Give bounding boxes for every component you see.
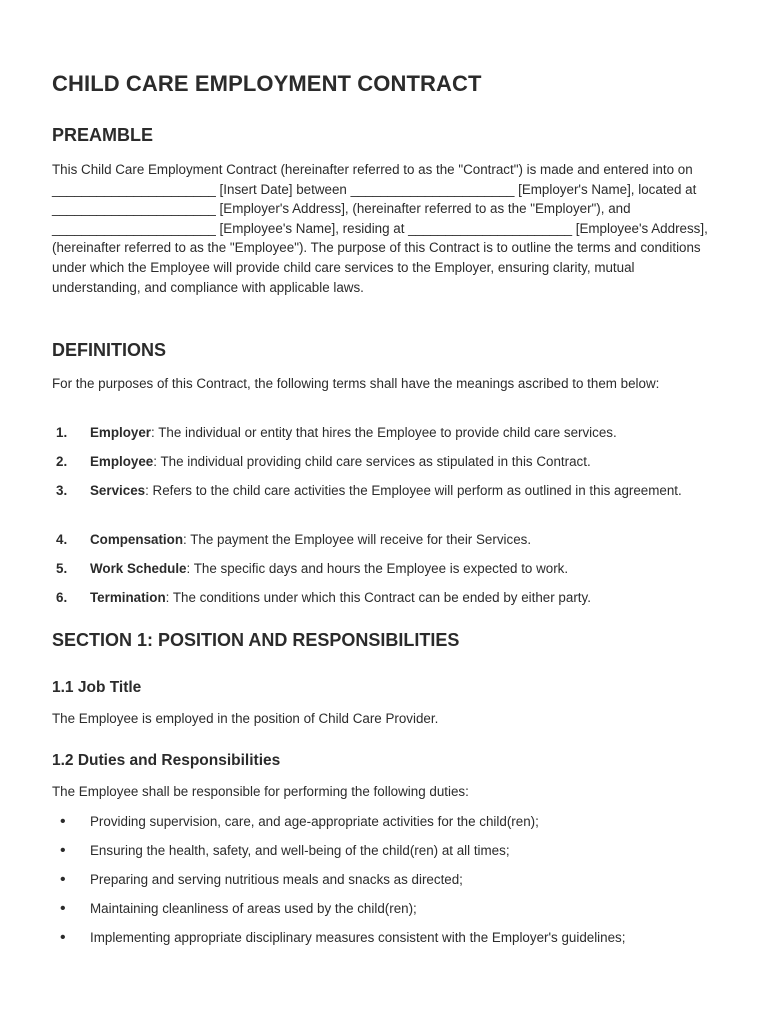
definition-number: 2.: [56, 454, 68, 469]
definitions-intro: For the purposes of this Contract, the following terms shall have the meanings ascribed to them below:: [52, 376, 660, 391]
bullet-icon: •: [60, 813, 66, 830]
duty-text: Preparing and serving nutritious meals and snacks as directed;: [90, 872, 463, 887]
preamble-heading: PREAMBLE: [52, 125, 154, 145]
job-title-heading: 1.1 Job Title: [52, 679, 142, 696]
definition-text: : The conditions under which this Contract can be ended by either party.: [165, 590, 591, 605]
duty-text: Ensuring the health, safety, and well-being of the child(ren) at all times;: [90, 843, 510, 858]
definition-number: 4.: [56, 532, 68, 547]
duty-list-item: [52, 928, 722, 948]
duty-list-item: [52, 870, 722, 890]
duty-text: Maintaining cleanliness of areas used by the child(ren);: [90, 901, 417, 916]
definition-term: Services: [90, 483, 146, 498]
definition-text: : The individual providing child care services as stipulated in this Contract.: [153, 454, 591, 469]
definition-number: 3.: [56, 483, 68, 498]
definition-item: [52, 481, 722, 501]
definition-text: : The individual or entity that hires the Employee to provide child care services.: [151, 425, 617, 440]
definition-text: : Refers to the child care activities the Employee will perform as outlined in this agreement.: [145, 483, 682, 498]
duty-list-item: [52, 812, 722, 832]
document-title: CHILD CARE EMPLOYMENT CONTRACT: [52, 71, 482, 96]
definition-term: Work Schedule: [90, 561, 187, 576]
duty-list-item: [52, 841, 722, 861]
definition-number: 6.: [56, 590, 68, 605]
definition-item: [52, 588, 722, 608]
section-1-heading: SECTION 1: POSITION AND RESPONSIBILITIES: [52, 630, 460, 650]
bullet-icon: •: [60, 871, 66, 888]
definition-text: : The payment the Employee will receive for their Services.: [183, 532, 532, 547]
definition-text: : The specific days and hours the Employee is expected to work.: [186, 561, 569, 576]
definition-item: [52, 559, 722, 579]
definition-item: [52, 423, 722, 443]
definition-item: [52, 530, 722, 550]
definitions-heading: DEFINITIONS: [52, 340, 167, 360]
preamble-paragraph: This Child Care Employment Contract (hereinafter referred to as the "Contract") is made and entered into on ______________________ [Insert Date] between ______________________ [Employer's Name], located at ______________________ [Employer's Address], (hereinafter referred to as the "Employer"), and ______________________ [Employee's Name], residing at ______________________ [Employee's Address], (hereinafter referred to as the "Employee"). The purpose of this Contract is to outline the terms and conditions under which the Employee will provide child care services to the Employer, ensuring clarity, mutual understanding, and compliance with applicable laws.: [52, 162, 708, 295]
definition-number: 5.: [56, 561, 68, 576]
duty-text: Implementing appropriate disciplinary measures consistent with the Employer's guidelines;: [90, 930, 626, 945]
bullet-icon: •: [60, 900, 66, 917]
definition-item: [52, 452, 722, 472]
definition-term: Employer: [90, 425, 152, 440]
duty-text: Providing supervision, care, and age-appropriate activities for the child(ren);: [90, 814, 539, 829]
definition-term: Termination: [90, 590, 166, 605]
bullet-icon: •: [60, 929, 66, 946]
definition-number: 1.: [56, 425, 68, 440]
duties-heading: 1.2 Duties and Responsibilities: [52, 752, 281, 769]
job-title-text: The Employee is employed in the position of Child Care Provider.: [52, 711, 439, 726]
definition-term: Employee: [90, 454, 154, 469]
definition-term: Compensation: [90, 532, 183, 547]
duty-list-item: [52, 899, 722, 919]
bullet-icon: •: [60, 842, 66, 859]
duties-intro: The Employee shall be responsible for performing the following duties:: [52, 784, 469, 799]
